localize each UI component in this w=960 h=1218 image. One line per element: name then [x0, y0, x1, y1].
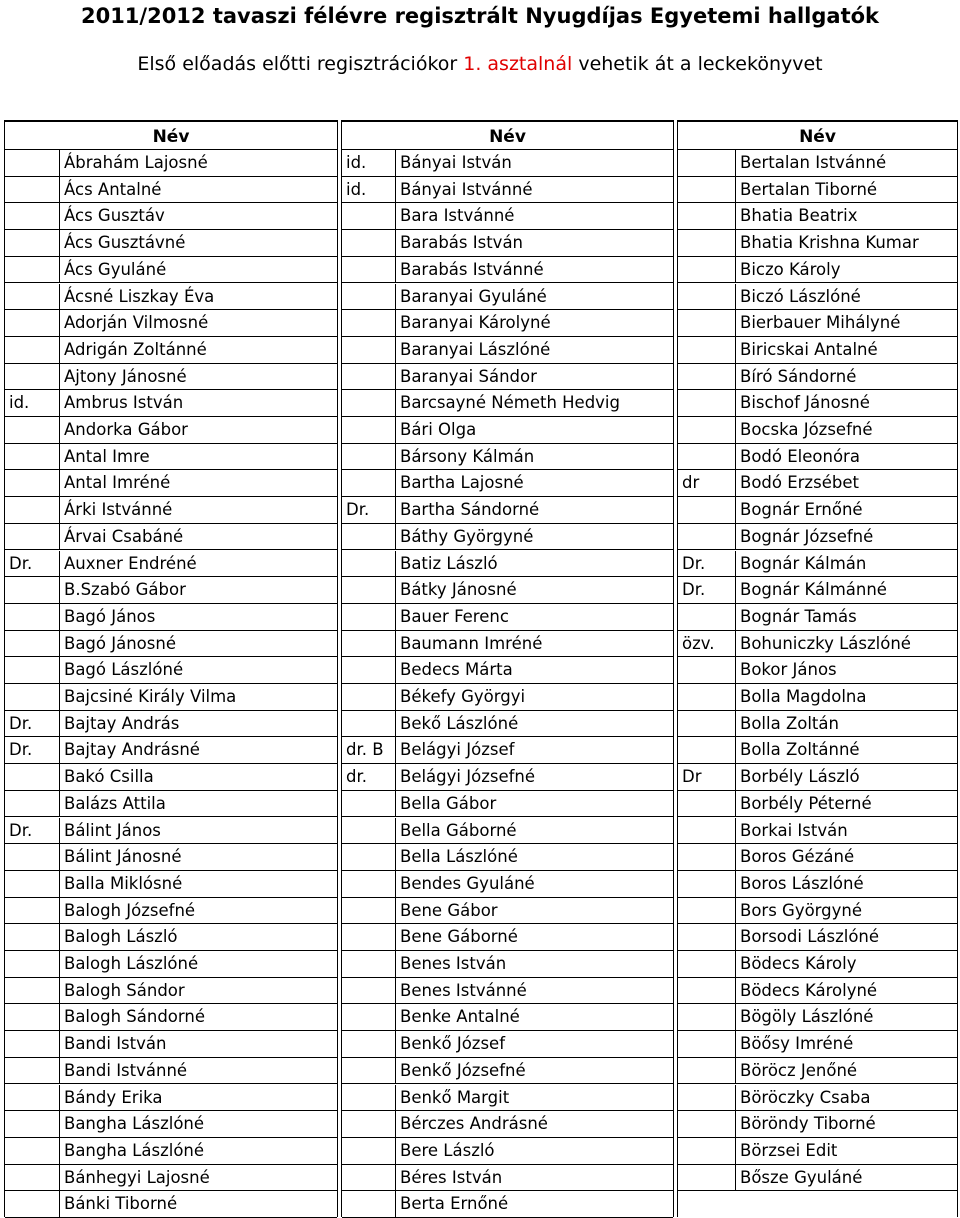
table-row: [5, 1165, 337, 1192]
table-row: [342, 390, 673, 417]
table-row: [5, 417, 337, 444]
person-name: Bérczes Andrásné: [395, 1111, 548, 1137]
table-row: [678, 844, 957, 871]
table-row: [342, 978, 673, 1005]
person-name: Böröczky Csaba: [735, 1085, 870, 1111]
table-row: [678, 337, 957, 364]
person-name: Ajtony Jánosné: [59, 364, 187, 390]
table-row: [342, 871, 673, 898]
person-name: Antal Imre: [59, 444, 150, 470]
table-row: [678, 417, 957, 444]
person-name: Benes Istvánné: [395, 978, 527, 1004]
table-row: [5, 978, 337, 1005]
person-name: Baranyai Lászlóné: [395, 337, 550, 363]
person-name: Balogh Sándorné: [59, 1004, 205, 1030]
person-name: Ábrahám Lajosné: [59, 150, 208, 176]
title-prefix: Dr: [682, 767, 702, 787]
table-row: [678, 257, 957, 284]
title-prefix: dr: [682, 473, 700, 493]
table-row: [678, 364, 957, 391]
person-name: Ács Gyuláné: [59, 257, 166, 283]
person-name: Bognár Ernőné: [735, 497, 863, 523]
person-name: Auxner Endréné: [59, 551, 197, 577]
name-column-2: [341, 120, 674, 1217]
table-row: [678, 791, 957, 818]
table-row: [342, 1191, 673, 1218]
person-name: Bauer Ferenc: [395, 604, 509, 630]
person-name: Bánki Tiborné: [59, 1191, 177, 1217]
person-name: Bierbauer Mihályné: [735, 310, 900, 336]
person-name: Bhatia Beatrix: [735, 203, 857, 229]
table-row: [342, 230, 673, 257]
table-row: [342, 1004, 673, 1031]
table-row: [5, 444, 337, 471]
person-name: Borkai István: [735, 818, 848, 844]
title-prefix: id.: [346, 153, 367, 172]
person-name: Bándy Erika: [59, 1085, 163, 1111]
person-name: Bandi Istvánné: [59, 1058, 187, 1084]
table-row: [5, 150, 337, 177]
subtitle-highlight: 1. asztalnál: [463, 53, 573, 75]
table-row: [678, 898, 957, 925]
person-name: Barabás István: [395, 230, 523, 256]
person-name: Bodó Erzsébet: [735, 470, 859, 496]
person-name: Bősze Gyuláné: [735, 1165, 862, 1191]
table-row: [342, 951, 673, 978]
person-name: Biczo Károly: [735, 257, 840, 283]
person-name: Bognár Tamás: [735, 604, 857, 630]
table-row: [678, 631, 957, 658]
table-row: [342, 577, 673, 604]
table-row: [678, 1085, 957, 1112]
table-row: [5, 551, 337, 578]
person-name: Bartha Sándorné: [395, 497, 539, 523]
table-row: [342, 604, 673, 631]
table-row: [678, 1031, 957, 1058]
table-row: [678, 1111, 957, 1138]
table-row: [678, 1165, 957, 1192]
person-name: Bendes Gyuláné: [395, 871, 535, 897]
person-name: Ács Gusztávné: [59, 230, 185, 256]
table-row: [678, 818, 957, 845]
person-name: Bognár Kálmánné: [735, 577, 887, 603]
person-name: Böröndy Tiborné: [735, 1111, 876, 1137]
table-row: [5, 924, 337, 951]
person-name: Ács Gusztáv: [59, 203, 165, 229]
person-name: Bányai István: [395, 150, 512, 176]
table-row: [5, 1004, 337, 1031]
person-name: Borbély Péterné: [735, 791, 872, 817]
person-name: Bokor János: [735, 657, 837, 683]
person-name: Bella Gáborné: [395, 818, 517, 844]
column-header: Név: [342, 120, 673, 150]
table-row: [678, 764, 957, 791]
table-row: [5, 818, 337, 845]
name-column-3: [677, 120, 958, 1217]
person-name: Belágyi Józsefné: [395, 764, 535, 790]
title-prefix: Dr.: [682, 580, 706, 600]
table-row: [342, 150, 673, 177]
person-name: Bíró Sándorné: [735, 364, 856, 390]
person-name: Bocska Józsefné: [735, 417, 873, 443]
table-row: [5, 470, 337, 497]
person-name: Bangha Lászlóné: [59, 1138, 204, 1164]
name-column-1: [4, 120, 338, 1217]
title-prefix: dr. B: [346, 740, 384, 760]
person-name: Balogh Lászlóné: [59, 951, 198, 977]
table-row: [342, 364, 673, 391]
table-row: [5, 737, 337, 764]
table-row: [342, 844, 673, 871]
person-name: Antal Imréné: [59, 470, 170, 496]
table-row: [342, 898, 673, 925]
title-prefix: dr.: [346, 767, 367, 787]
table-row: [342, 470, 673, 497]
person-name: Árvai Csabáné: [59, 524, 183, 550]
table-row: [342, 1138, 673, 1165]
person-name: Bajtay Andrásné: [59, 737, 200, 763]
table-row: [678, 951, 957, 978]
person-name: Bársony Kálmán: [395, 444, 534, 470]
person-name: Békefy Györgyi: [395, 684, 525, 710]
table-row: [5, 257, 337, 284]
title-prefix: özv.: [682, 633, 715, 653]
person-name: Bohuniczky Lászlóné: [735, 631, 911, 657]
person-name: Ácsné Liszkay Éva: [59, 284, 214, 310]
table-row: [678, 230, 957, 257]
table-row: [5, 1191, 337, 1218]
table-row: [678, 924, 957, 951]
person-name: Baranyai Sándor: [395, 364, 537, 390]
table-row: [342, 497, 673, 524]
person-name: Bagó Lászlóné: [59, 657, 183, 683]
table-row: [5, 284, 337, 311]
person-name: Bagó Jánosné: [59, 631, 176, 657]
table-row: [5, 844, 337, 871]
table-row: [678, 150, 957, 177]
page-subtitle: [0, 51, 960, 77]
title-prefix: id.: [346, 179, 367, 199]
table-row: [678, 310, 957, 337]
person-name: Baranyai Gyuláné: [395, 284, 547, 310]
person-name: Árki Istvánné: [59, 497, 172, 523]
table-row: [678, 657, 957, 684]
table-row: [678, 390, 957, 417]
table-row: [342, 444, 673, 471]
person-name: Béres István: [395, 1165, 502, 1191]
person-name: Bene Gáborné: [395, 924, 518, 950]
table-row: [678, 1138, 957, 1165]
person-name: Bánhegyi Lajosné: [59, 1165, 210, 1191]
person-name: Bolla Zoltánné: [735, 737, 860, 763]
table-row: [5, 177, 337, 204]
table-row: [342, 764, 673, 791]
person-name: Bajcsiné Király Vilma: [59, 684, 236, 710]
table-row: [5, 711, 337, 738]
person-name: Batiz László: [395, 551, 498, 577]
table-row: [678, 737, 957, 764]
person-name: Bálint Jánosné: [59, 844, 182, 870]
table-row: [678, 1004, 957, 1031]
table-row: [5, 1058, 337, 1085]
table-row: [5, 390, 337, 417]
table-row: [5, 310, 337, 337]
person-name: Bara Istvánné: [395, 203, 514, 229]
person-name: Bandi István: [59, 1031, 166, 1057]
person-name: Bere László: [395, 1138, 495, 1164]
table-row: [5, 364, 337, 391]
person-name: Bors Györgyné: [735, 898, 862, 924]
table-row: [678, 497, 957, 524]
title-prefix: id.: [9, 393, 30, 413]
person-name: Bolla Magdolna: [735, 684, 866, 710]
table-row: [5, 1085, 337, 1112]
table-row: [342, 1058, 673, 1085]
person-name: Balla Miklósné: [59, 871, 182, 897]
title-prefix: Dr.: [9, 820, 33, 840]
table-row: [342, 924, 673, 951]
table-row: [342, 417, 673, 444]
table-row: [5, 337, 337, 364]
table-row: [342, 684, 673, 711]
column-header: Név: [5, 120, 337, 150]
person-name: Balogh Józsefné: [59, 898, 195, 924]
table-row: [342, 657, 673, 684]
table-row: [5, 524, 337, 551]
person-name: Boros Gézáné: [735, 844, 854, 870]
table-row: [5, 230, 337, 257]
table-row: [678, 470, 957, 497]
table-row: [342, 1165, 673, 1192]
column-header: Név: [678, 120, 957, 150]
table-row: [678, 177, 957, 204]
title-prefix: Dr.: [9, 740, 33, 760]
person-name: Bolla Zoltán: [735, 711, 839, 737]
person-name: B.Szabó Gábor: [59, 577, 186, 603]
table-row: [5, 898, 337, 925]
table-row: [5, 203, 337, 230]
table-row: [342, 257, 673, 284]
table-row: [5, 497, 337, 524]
title-prefix: Dr.: [682, 553, 706, 573]
person-name: Börzsei Edit: [735, 1138, 837, 1164]
person-name: Biczó Lászlóné: [735, 284, 861, 310]
table-row: [342, 310, 673, 337]
table-row: [678, 577, 957, 604]
table-row: [678, 1058, 957, 1085]
table-row: [5, 764, 337, 791]
table-row: [342, 284, 673, 311]
person-name: Bajtay András: [59, 711, 179, 737]
table-row: [342, 551, 673, 578]
table-row: [342, 524, 673, 551]
table-row: [678, 711, 957, 738]
table-row: [678, 203, 957, 230]
table-row: [342, 1111, 673, 1138]
person-name: Balogh László: [59, 924, 178, 950]
person-name: Benkő Józsefné: [395, 1058, 526, 1084]
table-row: [342, 1031, 673, 1058]
table-row: [678, 871, 957, 898]
person-name: Bischof Jánosné: [735, 390, 870, 416]
person-name: Bagó János: [59, 604, 155, 630]
person-name: Báthy Györgyné: [395, 524, 533, 550]
table-row: [678, 684, 957, 711]
table-row: [5, 577, 337, 604]
person-name: Bognár Józsefné: [735, 524, 873, 550]
person-name: Adorján Vilmosné: [59, 310, 208, 336]
title-prefix: Dr.: [9, 553, 33, 573]
person-name: Barcsayné Németh Hedvig: [395, 390, 620, 416]
table-row: [5, 684, 337, 711]
person-name: Benkő Margit: [395, 1085, 509, 1111]
table-row: [5, 1138, 337, 1165]
table-row: [342, 818, 673, 845]
person-name: Belágyi József: [395, 737, 514, 763]
person-name: Balázs Attila: [59, 791, 166, 817]
person-name: Bodó Eleonóra: [735, 444, 860, 470]
person-name: Borbély László: [735, 764, 860, 790]
table-row: [342, 177, 673, 204]
person-name: Böröcz Jenőné: [735, 1058, 857, 1084]
person-name: Bakó Csilla: [59, 764, 154, 790]
person-name: Boros Lászlóné: [735, 871, 864, 897]
person-name: Bartha Lajosné: [395, 470, 524, 496]
subtitle-text-end: vehetik át a leckekönyvet: [572, 53, 823, 75]
table-row: [5, 1111, 337, 1138]
person-name: Barabás Istvánné: [395, 257, 544, 283]
table-row: [342, 791, 673, 818]
person-name: Benkő József: [395, 1031, 505, 1057]
person-name: Bekő Lászlóné: [395, 711, 518, 737]
table-row: [342, 631, 673, 658]
table-row: [342, 737, 673, 764]
person-name: Berta Ernőné: [395, 1191, 508, 1217]
person-name: Bátky Jánosné: [395, 577, 517, 603]
person-name: Bene Gábor: [395, 898, 498, 924]
table-row: [5, 604, 337, 631]
person-name: Bella Gábor: [395, 791, 496, 817]
person-name: Benke Antalné: [395, 1004, 520, 1030]
person-name: Bedecs Márta: [395, 657, 513, 683]
table-row: [5, 871, 337, 898]
title-prefix: Dr.: [9, 713, 33, 733]
person-name: Bögöly Lászlóné: [735, 1004, 873, 1030]
person-name: Bálint János: [59, 818, 161, 844]
person-name: Benes István: [395, 951, 506, 977]
table-row: [5, 657, 337, 684]
table-row: [342, 337, 673, 364]
person-name: Biricskai Antalné: [735, 337, 878, 363]
person-name: Borsodi Lászlóné: [735, 924, 879, 950]
table-row: [678, 284, 957, 311]
table-row: [5, 1031, 337, 1058]
person-name: Bangha Lászlóné: [59, 1111, 204, 1137]
person-name: Bödecs Károly: [735, 951, 856, 977]
title-prefix: Dr.: [346, 500, 370, 520]
person-name: Bognár Kálmán: [735, 551, 866, 577]
table-row: [678, 978, 957, 1005]
person-name: Bertalan Tiborné: [735, 177, 877, 203]
table-row: [342, 1085, 673, 1112]
person-name: Baumann Imréné: [395, 631, 542, 657]
person-name: Ambrus István: [59, 390, 183, 416]
person-name: Bányai Istvánné: [395, 177, 532, 203]
person-name: Baranyai Károlyné: [395, 310, 551, 336]
person-name: Bella Lászlóné: [395, 844, 518, 870]
page-title: 2011/2012 tavaszi félévre regisztrált Nyugdíjas Egyetemi hallgatók: [80, 4, 880, 28]
person-name: Bertalan Istvánné: [735, 150, 886, 176]
table-row: [5, 951, 337, 978]
table-row: [678, 524, 957, 551]
person-name: Bári Olga: [395, 417, 476, 443]
table-row: [342, 711, 673, 738]
person-name: Bödecs Károlyné: [735, 978, 877, 1004]
person-name: Bhatia Krishna Kumar: [735, 230, 919, 256]
table-row: [678, 604, 957, 631]
person-name: Adrigán Zoltánné: [59, 337, 207, 363]
subtitle-text: Első előadás előtti regisztrációkor: [137, 53, 464, 75]
person-name: Balogh Sándor: [59, 978, 185, 1004]
person-name: Andorka Gábor: [59, 417, 188, 443]
person-name: Böősy Imréné: [735, 1031, 853, 1057]
table-row: [678, 444, 957, 471]
table-row: [342, 203, 673, 230]
table-row: [678, 551, 957, 578]
table-row: [5, 631, 337, 658]
person-name: Ács Antalné: [59, 177, 161, 203]
table-row: [5, 791, 337, 818]
